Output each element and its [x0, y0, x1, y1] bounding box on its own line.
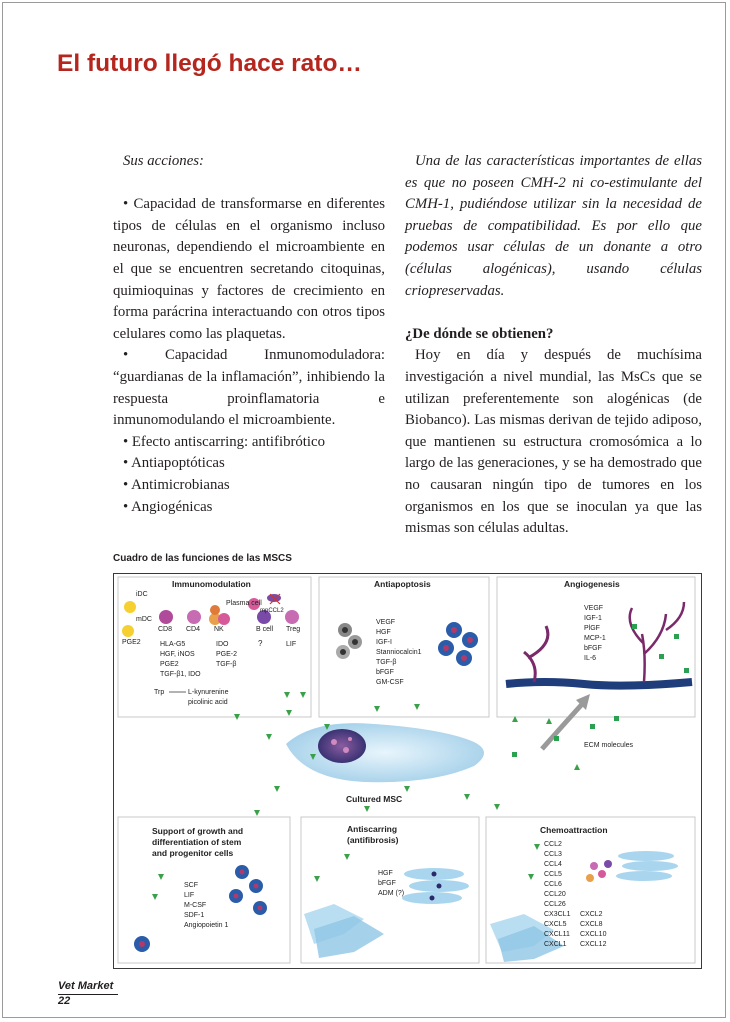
- label-hgf-inos: HGF, iNOS: [160, 651, 195, 658]
- ang-plgf: PlGF: [584, 625, 600, 632]
- ang-bfgf: bFGF: [584, 645, 602, 652]
- cultured-msc-cell: [286, 723, 484, 782]
- label-mdc: mDC: [136, 616, 152, 623]
- aa-hgf: HGF: [376, 629, 391, 636]
- label-picolinic: picolinic acid: [188, 699, 228, 706]
- label-nk: NK: [214, 626, 224, 633]
- chemo-l-0: CCL2: [544, 841, 562, 848]
- angiogenesis-title: Angiogenesis: [564, 579, 620, 589]
- msc-functions-figure: [113, 573, 702, 969]
- sup-sdf1: SDF-1: [184, 912, 205, 919]
- support-title-1: Support of growth and: [152, 826, 244, 836]
- label-pge2-b: PGE2: [160, 661, 179, 668]
- ecm-label: ECM molecules: [584, 742, 634, 749]
- label-question: ?: [258, 639, 263, 648]
- aa-vegf: VEGF: [376, 619, 396, 626]
- label-kynurenine: L-kynurenine: [188, 689, 229, 696]
- aa-igf: IGF-I: [376, 639, 392, 646]
- label-mpccl2: mpCCL2: [260, 608, 284, 614]
- label-tgf-ido: TGF-β1, IDO: [160, 671, 201, 678]
- figure-caption: Cuadro de las funciones de las MSCS: [113, 553, 292, 564]
- aa-bfgf: bFGF: [376, 669, 394, 676]
- as-hgf: HGF: [378, 870, 393, 877]
- aa-stanniocalcin: Stanniocalcin1: [376, 649, 422, 656]
- body-paragraph: Hoy en día y después de muchísima investigación a nivel mundial, las MsCs que se utilizan preferentemente son alogénicas (de Biobanco). Las mismas derivan de tejido adiposo, que mantienen su estructura cromosómica a lo largo de las generaciones, y se ha demostrado que no causaran ningún tipo de tumores en los organismos en los que se inoculan ya que las mismas son células adultas.: [405, 347, 702, 537]
- chemo-l-2: CCL4: [544, 861, 562, 868]
- chemo-r-1: CXCL8: [580, 921, 603, 928]
- label-ido: IDO: [216, 641, 229, 648]
- label-plasma: Plasma cell: [226, 600, 262, 607]
- bullet-item: • Efecto antiscarring: antifibrótico: [123, 433, 325, 450]
- left-column: [113, 151, 385, 518]
- chemo-l-1: CCL3: [544, 851, 562, 858]
- ang-il6: IL-6: [584, 655, 597, 662]
- panel-immunomodulation: [118, 577, 311, 717]
- ang-igf1: IGF-1: [584, 615, 602, 622]
- chemo-l-8: CXCL5: [544, 921, 567, 928]
- bullet-item: • Antimicrobianas: [123, 476, 230, 493]
- sup-mcsf: M-CSF: [184, 902, 207, 909]
- support-title-2: differentiation of stem: [152, 837, 242, 847]
- ecm-arrow: [542, 702, 584, 749]
- chemo-r-3: CXCL12: [580, 941, 607, 948]
- antiapoptosis-cells: [336, 622, 478, 666]
- label-lif: LIF: [286, 641, 297, 648]
- label-hlag5: HLA-G5: [160, 641, 186, 648]
- sup-lif: LIF: [184, 892, 195, 899]
- right-column: [405, 151, 702, 540]
- label-treg: Treg: [286, 626, 301, 633]
- label-idc: iDC: [136, 591, 148, 598]
- chemo-l-5: CCL20: [544, 891, 566, 898]
- antiscarring-title-2: (antifibrosis): [347, 835, 399, 845]
- msc-label: Cultured MSC: [346, 794, 403, 804]
- section-heading: ¿De dónde se obtienen?: [405, 325, 554, 342]
- page-title: El futuro llegó hace rato…: [57, 50, 362, 77]
- ang-mcp1: MCP-1: [584, 635, 606, 642]
- italic-paragraph: Una de las características importantes de ellas es que no poseen CMH-2 ni co-estimulante del CMH-1, pudiéndose utilizar sin la necesidad de pruebas de compatibilidad. Es por ello que podemos usar células de un donante a otro (células alogénicas), usando células criopreservadas.: [405, 153, 702, 299]
- bullet-item: • Angiogénicas: [123, 498, 213, 515]
- chemo-l-10: CXCL1: [544, 941, 567, 948]
- as-bfgf: bFGF: [378, 880, 396, 887]
- label-cd8: CD8: [158, 626, 173, 633]
- bullet-item: • Capacidad Inmunomoduladora: “guardianas de la inflamación”, inhibiendo la respuesta proinflamatoria e inmunomodulando el microambiente.: [113, 347, 385, 429]
- bullet-item: • Antiapoptóticas: [123, 455, 225, 472]
- label-pge-2: PGE-2: [216, 651, 238, 658]
- label-bcell: B cell: [256, 626, 274, 633]
- page-number: 22: [58, 995, 71, 1007]
- chemo-l-3: CCL5: [544, 871, 562, 878]
- antiapoptosis-title: Antiapoptosis: [374, 579, 431, 589]
- as-adm: ADM (?): [378, 890, 405, 897]
- chemo-r-2: CXCL10: [580, 931, 607, 938]
- chemo-l-9: CXCL11: [544, 931, 570, 938]
- chemo-title: Chemoattraction: [540, 825, 608, 835]
- support-title-3: and progenitor cells: [152, 848, 234, 858]
- label-cd4: CD4: [186, 626, 201, 633]
- figure-illustration: [114, 574, 700, 967]
- footer-brand: Vet Market: [58, 980, 114, 992]
- antiscarring-title-1: Antiscarring: [347, 824, 398, 834]
- chemo-l-7: CX3CL1: [544, 911, 571, 918]
- immuno-title: Immunomodulation: [172, 579, 251, 589]
- bullet-item: • Capacidad de transformarse en diferentes tipos de células en el organismo incluso neuronas, dependiendo el microambiente en el que se encuentren secretando citoquinas, quimioquinas y factores de crecimiento en forma parácrina interactuando con otros tipos celulares como las plaquetas.: [113, 196, 385, 342]
- chemo-l-6: CCL26: [544, 901, 566, 908]
- aa-tgf: TGF-β: [376, 659, 397, 666]
- chemo-l-4: CCL6: [544, 881, 562, 888]
- sup-angiopoietin: Angiopoietin 1: [184, 922, 229, 929]
- label-pge2-a: PGE2: [122, 639, 141, 646]
- chemo-r-0: CXCL2: [580, 911, 603, 918]
- aa-gmcsf: GM-CSF: [376, 679, 404, 686]
- sup-scf: SCF: [184, 882, 198, 889]
- label-tgf-b: TGF-β: [216, 661, 237, 668]
- label-trp: Trp: [154, 689, 165, 696]
- ang-vegf: VEGF: [584, 605, 604, 612]
- section-intro: Sus acciones:: [123, 153, 204, 169]
